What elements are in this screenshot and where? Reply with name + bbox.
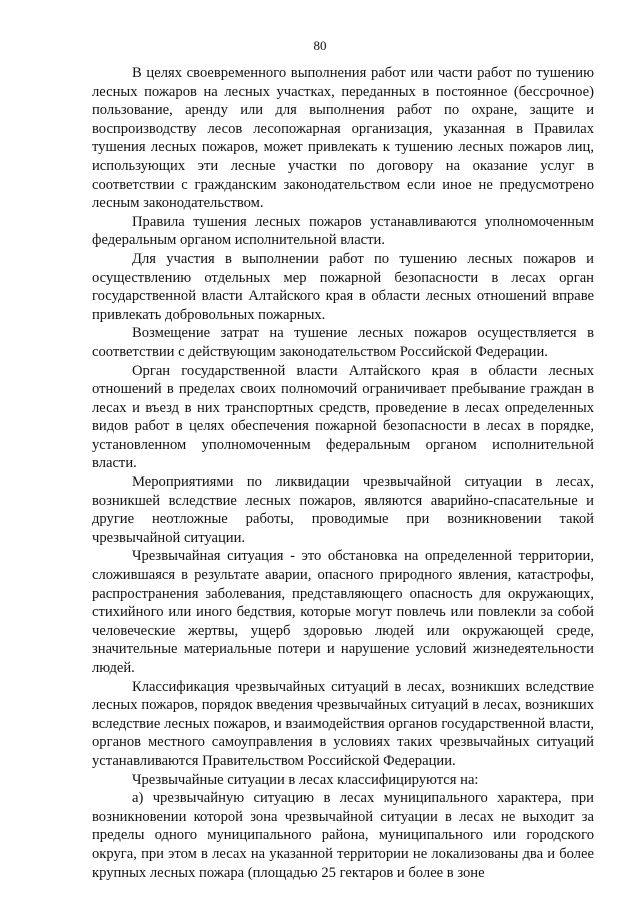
paragraph: Возмещение затрат на тушение лесных пожаров осуществляется в соответствии с действующим законодательством Российской Федерации. — [92, 325, 594, 360]
paragraph: В целях своевременного выполнения работ или части работ по тушению лесных пожаров на лесных участках, переданных в постоянное (бессрочное) пользование, аренду или для выполнения работ по охране, защите и воспроизводству лесов лесопожарная организация, указанная в Правилах тушения лесных пожаров, может привлекать к тушению лесных пожаров лиц, использующих эти лесные участки по договору на оказание услуг в соответствии с гражданским законодательством если иное не предусмотрено лесным законодательством. — [92, 65, 594, 212]
paragraph: Правила тушения лесных пожаров устанавливаются уполномоченным федеральным органом исполнительной власти. — [92, 213, 594, 249]
document-body — [92, 64, 594, 882]
paragraph: Классификация чрезвычайных ситуаций в лесах, возникших вследствие лесных пожаров, порядок введения чрезвычайных ситуаций в лесах, возникших вследствие лесных пожаров, и взаимодействия органов государственной власти, органов местного самоуправления в условиях таких чрезвычайных ситуаций устанавливаются Правительством Российской Федерации. — [92, 678, 594, 769]
paragraph: Чрезвычайная ситуация - это обстановка на определенной территории, сложившаяся в результате аварии, опасного природного явления, катастрофы, распространения заболевания, представляющего опасность для окружающих, стихийного или иного бедствия, которые могут повлечь или повлекли за собой человеческие жертвы, ущерб здоровью людей или окружающей среде, значительные материальные потери и нарушение условий жизнедеятельности людей. — [92, 548, 594, 676]
paragraph: Чрезвычайные ситуации в лесах классифицируются на: — [132, 771, 479, 788]
page-number: 80 — [313, 38, 327, 53]
paragraph: Орган государственной власти Алтайского края в области лесных отношений в пределах своих полномочий ограничивает пребывание граждан в лесах и въезд в них транспортных средств, проведение в лесах определенных видов работ в целях обеспечения пожарной безопасности в лесах в порядке, установленном уполномоченным федеральным органом исполнительной власти. — [92, 362, 594, 472]
paragraph: а) чрезвычайную ситуацию в лесах муниципального характера, при возникновении которой зона чрезвычайной ситуации в лесах не выходит за пределы одного муниципального района, муниципального или городского округа, при этом в лесах на указанной территории не локализованы два и более крупных лесных пожара (площадью 25 гектаров и более в зоне — [92, 790, 594, 881]
paragraph: Для участия в выполнении работ по тушению лесных пожаров и осуществлению отдельных мер пожарной безопасности в лесах орган государственной власти Алтайского края в области лесных отношений вправе привлекать добровольных пожарных. — [92, 250, 594, 323]
paragraph: Мероприятиями по ликвидации чрезвычайной ситуации в лесах, возникшей вследствие лесных пожаров, являются аварийно-спасательные и другие неотложные работы, проводимые при возникновении такой чрезвычайной ситуации. — [92, 474, 594, 546]
